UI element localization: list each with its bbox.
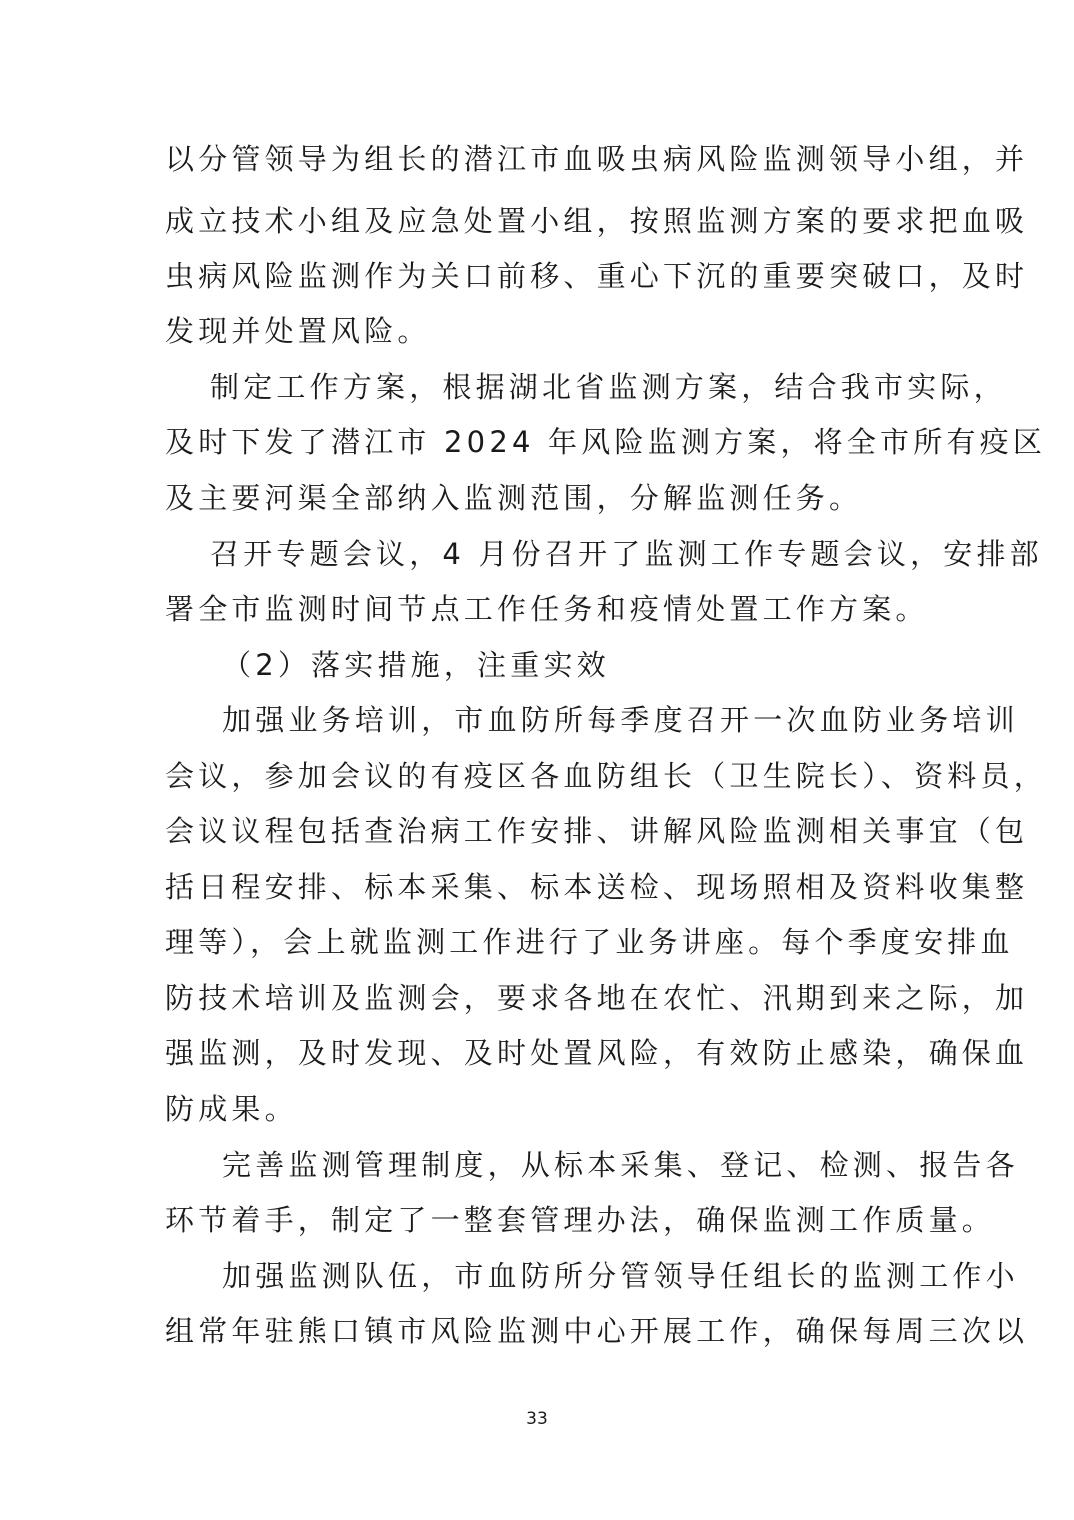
text-line: 会议，参加会议的有疫区各血防组长（卫生院长）、资料员， <box>165 759 1047 793</box>
text-line: 及主要河渠全部纳入监测范围，分解监测任务。 <box>165 481 863 515</box>
text-line: 括日程安排、标本采集、标本送检、现场照相及资料收集整 <box>165 870 1029 904</box>
text-line: 强监测，及时发现、及时处置风险，有效防止感染，确保血 <box>165 1036 1029 1070</box>
text-line: 会议议程包括查治病工作安排、讲解风险监测相关事宜（包 <box>165 814 1029 848</box>
paragraph-first-line: 召开专题会议，4 月份召开了监测工作专题会议，安排部 <box>210 537 1043 571</box>
page-number: 33 <box>526 1409 548 1429</box>
text-line: 防技术培训及监测会，要求各地在农忙、汛期到来之际，加 <box>165 981 1029 1015</box>
paragraph-first-line: 完善监测管理制度，从标本采集、登记、检测、报告各 <box>222 1148 1019 1182</box>
text-line: 虫病风险监测作为关口前移、重心下沉的重要突破口，及时 <box>165 259 1029 293</box>
text-line: 署全市监测时间节点工作任务和疫情处置工作方案。 <box>165 592 929 626</box>
text-line: 理等），会上就监测工作进行了业务讲座。每个季度安排血 <box>165 925 1014 959</box>
text-line: 及时下发了潜江市 2024 年风险监测方案，将全市所有疫区 <box>165 425 1047 459</box>
text-line: 成立技术小组及应急处置小组，按照监测方案的要求把血吸 <box>165 204 1029 238</box>
text-line: 发现并处置风险。 <box>165 314 431 348</box>
paragraph-first-line: 制定工作方案，根据湖北省监测方案，结合我市实际， <box>210 370 1007 404</box>
text-line: 组常年驻熊口镇市风险监测中心开展工作，确保每周三次以 <box>165 1314 1029 1348</box>
section-heading: （2）落实措施，注重实效 <box>222 648 610 682</box>
paragraph-first-line: 加强业务培训，市血防所每季度召开一次血防业务培训 <box>222 703 1019 737</box>
text-line: 防成果。 <box>165 1092 298 1126</box>
text-line: 以分管领导为组长的潜江市血吸虫病风险监测领导小组，并 <box>165 142 1029 176</box>
paragraph-first-line: 加强监测队伍，市血防所分管领导任组长的监测工作小 <box>222 1259 1019 1293</box>
text-line: 环节着手，制定了一整套管理办法，确保监测工作质量。 <box>165 1203 996 1237</box>
